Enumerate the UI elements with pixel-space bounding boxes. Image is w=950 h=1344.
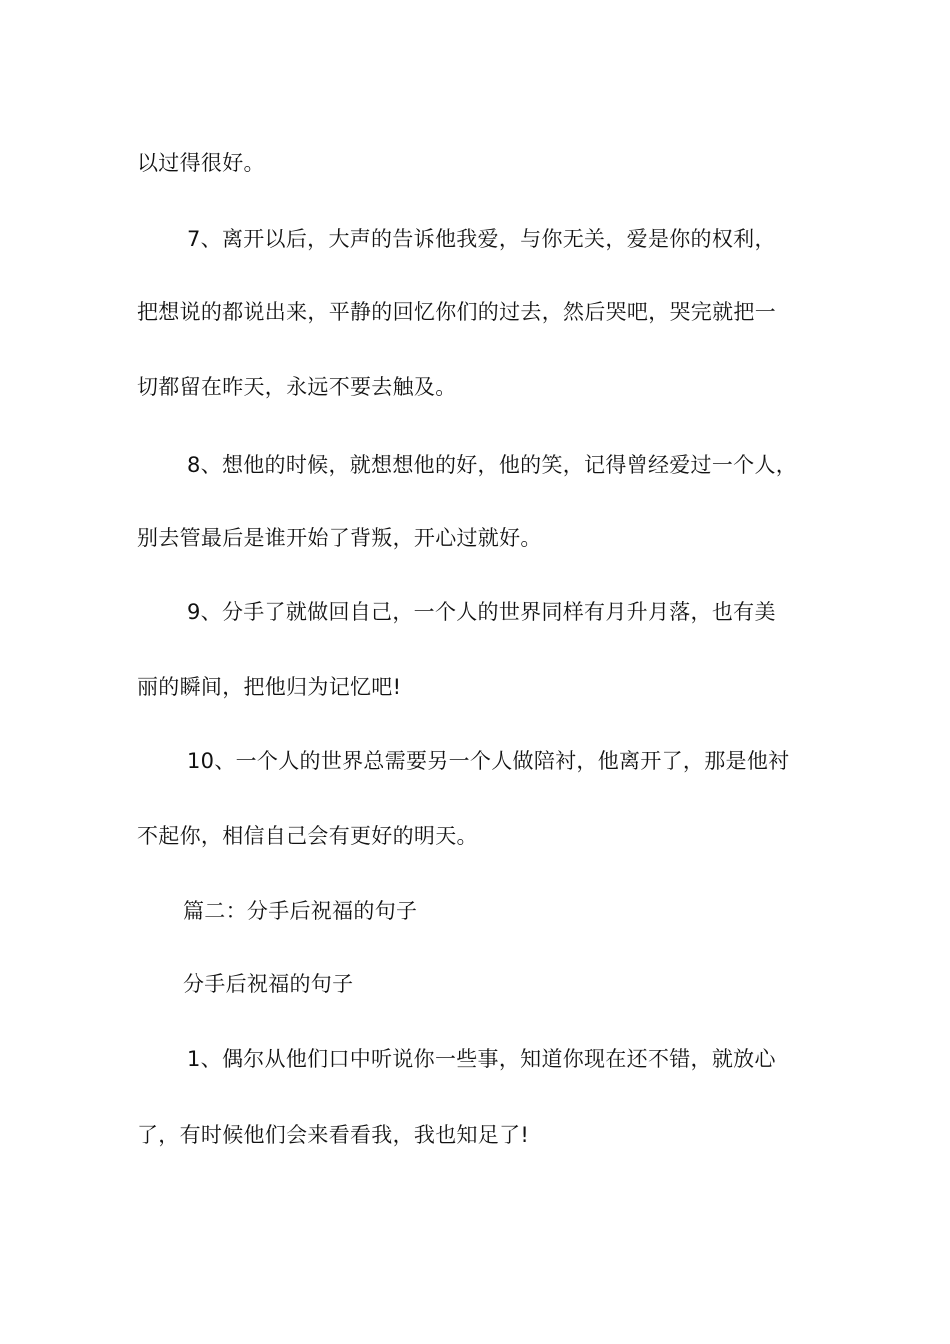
text-line-8: 丽的瞬间，把他归为记忆吧! <box>137 675 402 699</box>
text-line-5: 8、想他的时候，就想想他的好，他的笑，记得曾经爱过一个人， <box>187 453 798 477</box>
text-line-7: 9、分手了就做回自己，一个人的世界同样有月升月落，也有美 <box>187 600 776 624</box>
subheading: 分手后祝福的句子 <box>183 972 354 996</box>
text-line-6: 别去管最后是谁开始了背叛，开心过就好。 <box>137 526 542 550</box>
text-line-10: 不起你，相信自己会有更好的明天。 <box>137 824 478 848</box>
text-line-9: 10、一个人的世界总需要另一个人做陪衬，他离开了，那是他衬 <box>187 749 790 773</box>
text-line-4: 切都留在昨天，永远不要去触及。 <box>137 375 457 399</box>
text-line-3: 把想说的都说出来，平静的回忆你们的过去，然后哭吧，哭完就把一 <box>137 300 776 324</box>
text-line-13: 1、偶尔从他们口中听说你一些事，知道你现在还不错，就放心 <box>187 1047 776 1071</box>
text-line-2: 7、离开以后，大声的告诉他我爱，与你无关，爱是你的权利， <box>187 227 776 251</box>
section-heading: 篇二：分手后祝福的句子 <box>183 899 418 923</box>
text-line-1: 以过得很好。 <box>137 151 265 175</box>
text-line-14: 了，有时候他们会来看看我，我也知足了! <box>137 1123 530 1147</box>
